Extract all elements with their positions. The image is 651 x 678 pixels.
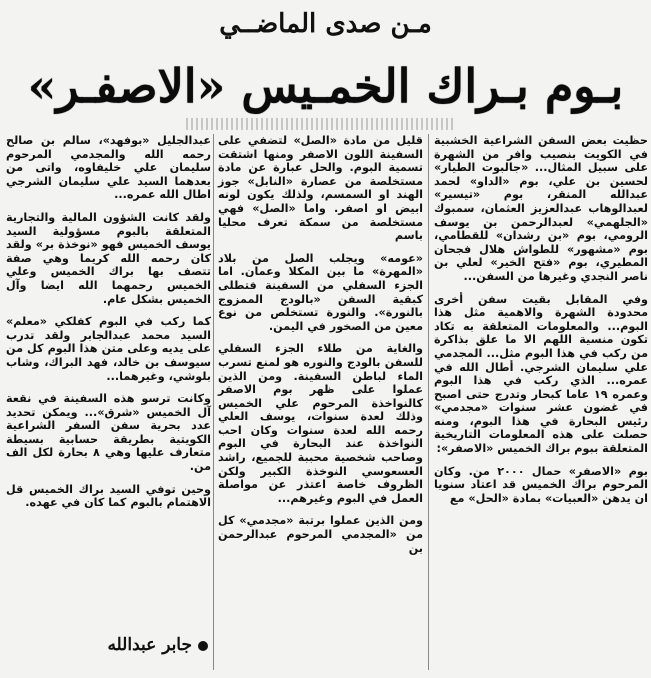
paragraph: وحين توفي السيد براك الخميس قل الاهتمام بالبوم كما كان في عهده. xyxy=(6,482,211,510)
paragraph: وفي المقابل بقيت سفن أخرى محدودة الشهرة والاهمية مثل هذا البوم... والمعلومات المتعلقة به تكاد تكون منسية اللهم الا ما علق بذاكرة من ركب في هذا البوم مثل... المجدمي علي سليمان الشرجي. أطال الله في عمره... الذي ركب في هذا البوم وعمره ١٩ عاما كبحار وتدرج حتى اصبح في غضون عشر سنوات «مجدمي» رئيس البحارة في هذا البوم، ومنه حصلت على هذه المعلومات التاريخية المتعلقة ببوم براك الخميس «الاصفر»: xyxy=(434,292,648,456)
author-name: جابر عبدالله xyxy=(107,635,192,655)
paragraph: حظيت بعض السفن الشراعية الخشبية في الكويت بنصيب وافر من الشهرة على سبيل المثال... «جالبوت الطيار» لحسين بن علي، بوم «الداو» لحمد عبدالله المنقر، بوم «تيسير» لعبدالوهاب عبدالعزيز العثمان، سمبوك «الجلهمي» لعبدالرحمن بن يوسف الرومي، بوم «بن رشدان» للقطامي، بوم «مشهور» للطواش هلال فجحان المطيري، بوم «فتح الخير» لعلي بن ناصر النجدي وغيرها من السفن... xyxy=(434,134,648,283)
column-divider xyxy=(213,134,214,670)
paragraph: قليل من مادة «الصل» لتضفي على السفينة اللون الاصفر ومنها اشتقت تسمية البوم. والحل عبارة عن مادة مستخلصة من عصارة «النابل» جوز الهند او السمسم، ولذلك يكون لونه ابيض او اصفر. واما «الصل» فهي مستخلصة من سمكة تعرف محليا باسم xyxy=(218,134,423,243)
article-column-3 xyxy=(6,134,211,519)
article-column-1 xyxy=(434,134,648,514)
paragraph: «عومه» ويجلب الصل من بلاد «المهرة» ما بين المكلا وعمان. اما الجزء السفلي من السفينة فتطلى كبقية السفن «بالودج الممزوج بالنورة». والنورة تستخلص من نوع معين من الصخور في اليمن. xyxy=(218,251,423,333)
paragraph: والغاية من طلاء الجزء السفلي للسفن بالودج والنوره هو لمنع تسرب الماء لباطن السفينة. ومن الذين عملوا على ظهر بوم الاصفر كالنواخذة المرحوم علي الخميس وذلك لعدة سنوات، يوسف العلي رحمه الله لعدة سنوات وكان احب النواخذة عند البحارة في البوم وصاحب شخصية محببة للجميع، راشد العسعوسي النوخذة الكبير ولكن الظروف خاصة اعتذر عن مواصلة العمل في البوم وغيرهم... xyxy=(218,342,423,505)
paragraph: ولقد كانت الشؤون المالية والتجارية المتعلقة بالبوم مسؤولية السيد يوسف الخميس فهو «نوخذة بر» ولقد كان رحمه الله كريما وهي صفة تتصف بها براك الخميس وعلي الخميس رحمهما الله ايضا وآل الخميس بشكل عام. xyxy=(6,210,211,306)
paragraph: بوم «الاصفر» حمال ٢٠٠٠ من. وكان المرحوم براك الخميس قد اعتاد سنويا ان يدهن «العبيات» بمادة «الحل» مع xyxy=(434,464,649,505)
print-noise-strip xyxy=(186,118,456,130)
paragraph: وكانت ترسو هذه السفينة في نقعة آل الخميس «شرق»... ويمكن تحديد عدد بحرية سفن السفر الشراعية الكويتية بطريقة حسابية بسيطة متعارف عليها وهي ٨ بحارة لكل الف من. xyxy=(6,392,211,474)
paragraph: كما ركب في البوم كفلكي «معلم» السيد محمد عبدالجابر ولقد تدرب على يديه وعلى متن هذا البوم كل من سيوسف بن خالد، فهد البراك، وشاب بلوشي، وغيرهما... xyxy=(6,315,211,383)
section-kicker: مـن صدى الماضــي xyxy=(219,9,432,39)
paragraph: عبدالجليل «بوفهد»، سالم بن صالح رحمه الله والمجدمي المرحوم سليمان علي خليفاوه، واتى من بعدهما السيد علي سليمان الشرجي اطال الله عمره... xyxy=(6,134,211,202)
bullet-icon xyxy=(198,641,208,651)
author-byline xyxy=(8,633,208,657)
article-column-2 xyxy=(218,134,423,564)
article-headline: بـوم بـراك الخمـيس «الاصفـر» xyxy=(27,59,624,113)
column-divider xyxy=(428,134,429,670)
paragraph: ومن الذين عملوا برتبة «مجدمي» كل من «المجدمي المرحوم عبدالرحمن بن xyxy=(218,514,423,555)
